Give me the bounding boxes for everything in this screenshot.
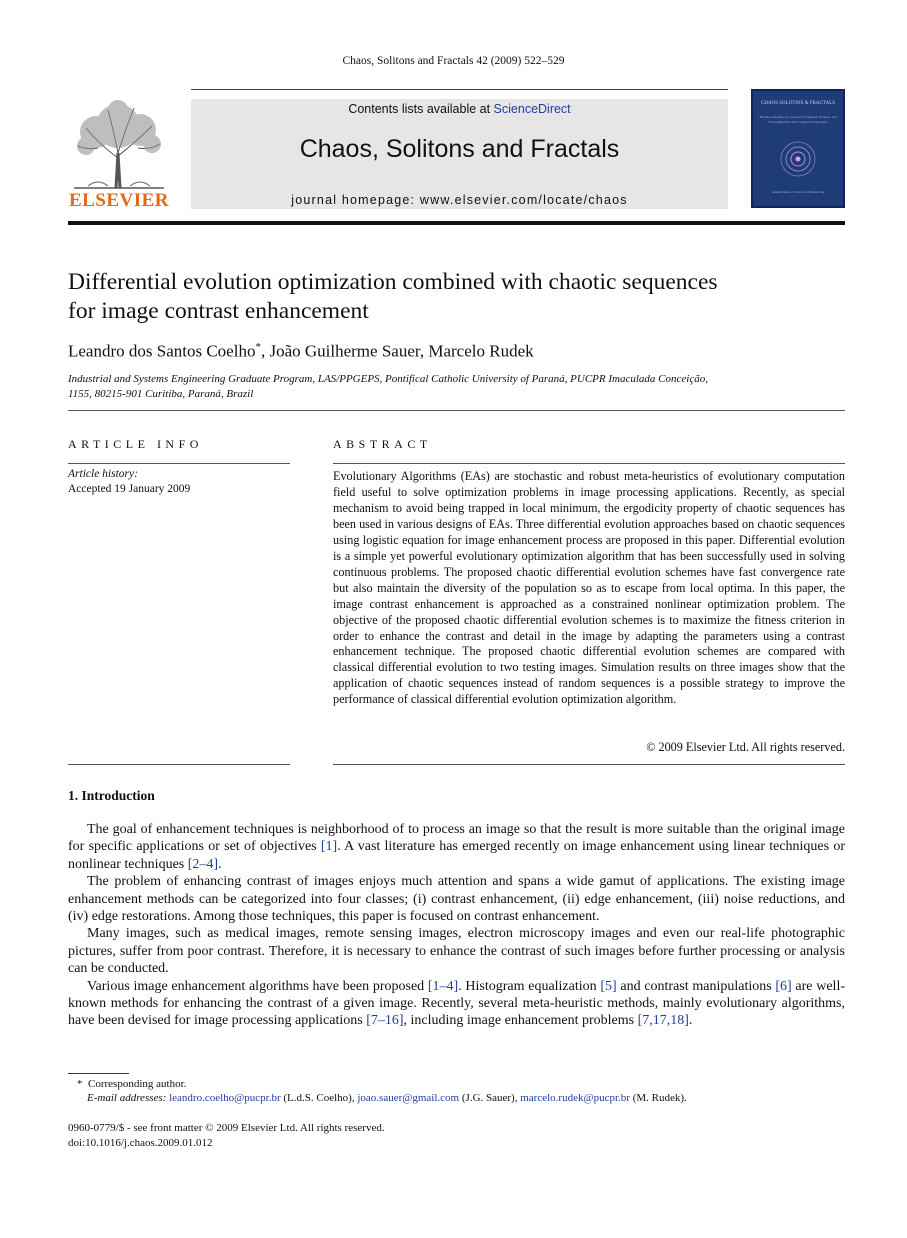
journal-reference: Chaos, Solitons and Fractals 42 (2009) 522–529 [342,55,565,67]
footnote-text: Corresponding author. [88,1078,187,1090]
text-span: . A vast literature has emerged recently on image enhancement using linear techniques or nonlinear techniques [68,839,845,872]
doi-line[interactable]: doi:10.1016/j.chaos.2009.01.012 [68,1137,213,1149]
citation-link[interactable]: [5] [600,978,617,994]
article-info-bottom-rule [68,764,290,765]
citation-link[interactable]: [1–4] [427,978,459,994]
email-owner: (J.G. Sauer), [459,1092,521,1104]
abstract-body: Evolutionary Algorithms (EAs) are stochastic and robust meta-heuristics of evolutionary computation field useful to solve optimization problems in image processing applications. Recently, as special mechanism to avoid being trapped in local minimum, the ergodicity property of chaotic sequences has been used in various designs of EAs. Three differential evolution approaches based on chaotic sequences using logistic equation for image enhancement process are proposed in this paper. Differential evolution is a simple yet powerful evolutionary optimization algorithm that has been successfully used in solving continuous problems. The proposed chaotic differential evolution schemes have fast convergence rate but also maintain the diversity of the population so as to escape from local optima. In this paper, the image contrast enhancement is approached as a constrained nonlinear optimization problem. The objective of the proposed chaotic differential evolution schemes is to maximize the fitness criterion in order to enhance the contrast and detail in the image by adapting the parameters using a contrast enhancement technique. The proposed chaotic differential evolution schemes are compared with classical differential evolution to two testing images. Simulation results on three images show that the application of chaotic sequences instead of random sequences is a possible strategy to improve the performance of classical differential evolution optimization algorithm. [333,469,845,707]
intro-paragraph-4 [68,978,845,1030]
cover-subtitle: The Interdisciplinary Journal of Nonlinear Science, and Nonequilibrium and Complex Phenomena [759,115,837,124]
article-history-label: Article history: [68,468,138,480]
abstract-bottom-rule [333,764,845,765]
publisher-wordmark: ELSEVIER [68,190,170,211]
affiliation-line-2: 1155, 80215-901 Curitiba, Paraná, Brazil [68,387,254,400]
affiliation-line-1: Industrial and Systems Engineering Graduate Program, LAS/PPGEPS, Pontifical Catholic University of Paraná, PUCPR Imaculada Conceição, [68,373,708,385]
journal-masthead [191,99,728,209]
citation-link[interactable]: [2–4] [187,856,219,872]
cover-title: CHAOS SOLITONS & FRACTALS [761,101,835,106]
citation-link[interactable]: [6] [775,978,792,994]
cover-fractal-art [778,139,818,179]
corresponding-author-footnote [77,1078,186,1090]
text-span: and contrast manipulations [616,978,776,994]
email-footnote [87,1092,847,1104]
title-line-1: Differential evolution optimization combined with chaotic sequences [68,269,718,295]
journal-name: Chaos, Solitons and Fractals [299,135,620,163]
abstract-heading: ABSTRACT [333,437,432,451]
text-span: . Histogram equalization [458,978,601,994]
author-1: Leandro dos Santos Coelho [68,341,256,361]
abstract-top-rule [333,463,845,464]
text-span: . [688,1013,693,1029]
article-history-value: Accepted 19 January 2009 [68,483,191,495]
paper-title [68,268,828,326]
sciencedirect-link[interactable]: ScienceDirect [493,102,571,116]
text-span: The goal of enhancement techniques is neighborhood of to process an image so that the result is more suitable than the original image for specific applications or set of objectives [68,822,845,855]
citation-link[interactable]: [7–16] [366,1013,404,1029]
section-heading-introduction: 1. Introduction [68,788,155,803]
email-owner: (M. Rudek). [629,1092,687,1104]
contents-line [191,102,728,116]
citation-link[interactable]: [1] [320,839,338,855]
introduction-body [68,821,845,1030]
email-label: E-mail addresses: [87,1092,167,1104]
contents-prefix: Contents lists available at [348,102,494,116]
author-list [68,341,828,362]
intro-paragraph-3: Many images, such as medical images, remote sensing images, electron microscopy images and even our real-life photographic pictures, suffer from poor contrast. Therefore, it is necessary to enhance the contrast of such images before further processing or analysis can be conducted. [68,926,845,977]
other-authors: , João Guilherme Sauer, Marcelo Rudek [260,341,534,361]
header-rule [68,221,845,225]
masthead-top-rule [191,89,728,90]
journal-cover-image [751,89,845,208]
affiliation [68,372,828,401]
text-span: Various image enhancement algorithms have been proposed [87,978,428,994]
article-info-heading: ARTICLE INFO [68,437,203,451]
issn-line: 0960-0779/$ - see front matter © 2009 Elsevier Ltd. All rights reserved. [68,1122,385,1134]
abstract-copyright: © 2009 Elsevier Ltd. All rights reserved. [646,740,845,754]
email-owner: (L.d.S. Coelho), [280,1092,358,1104]
cover-footer: Applications of Chaos in Engineering [771,190,825,194]
footnote-mark: * [77,1078,83,1090]
text-span: , including image enhancement problems [403,1013,638,1029]
intro-paragraph-2: The problem of enhancing contrast of images enjoys much attention and spans a wide gamut of applications. The existing image enhancement methods can be categorized into four classes; (i) contrast enhancement, (ii) edge enhancement, (iii) noise reductions, and (iv) edge restorations. Among those techniques, this paper is focused on contrast enhancement. [68,874,845,925]
article-info-top-rule [68,463,290,464]
title-line-2: for image contrast enhancement [68,298,369,324]
journal-homepage[interactable]: journal homepage: www.elsevier.com/locate/chaos [291,193,628,207]
corresponding-author-mark[interactable]: * [255,341,261,353]
text-span: are well-known methods for enhancing the contrast of a given image. Recently, several meta-heuristic methods, mainly evolutionary algorithms, have been devised for image processing applications [68,978,845,1029]
footnote-rule [68,1073,129,1074]
citation-link[interactable]: [7,17,18] [637,1013,689,1029]
email-link-rudek[interactable]: marcelo.rudek@pucpr.br [520,1092,630,1104]
intro-paragraph-1 [68,821,845,873]
text-span: . [218,856,222,872]
email-link-sauer[interactable]: joao.sauer@gmail.com [357,1092,460,1104]
email-link-coelho[interactable]: leandro.coelho@pucpr.br [169,1092,281,1104]
affiliation-rule [68,410,845,411]
